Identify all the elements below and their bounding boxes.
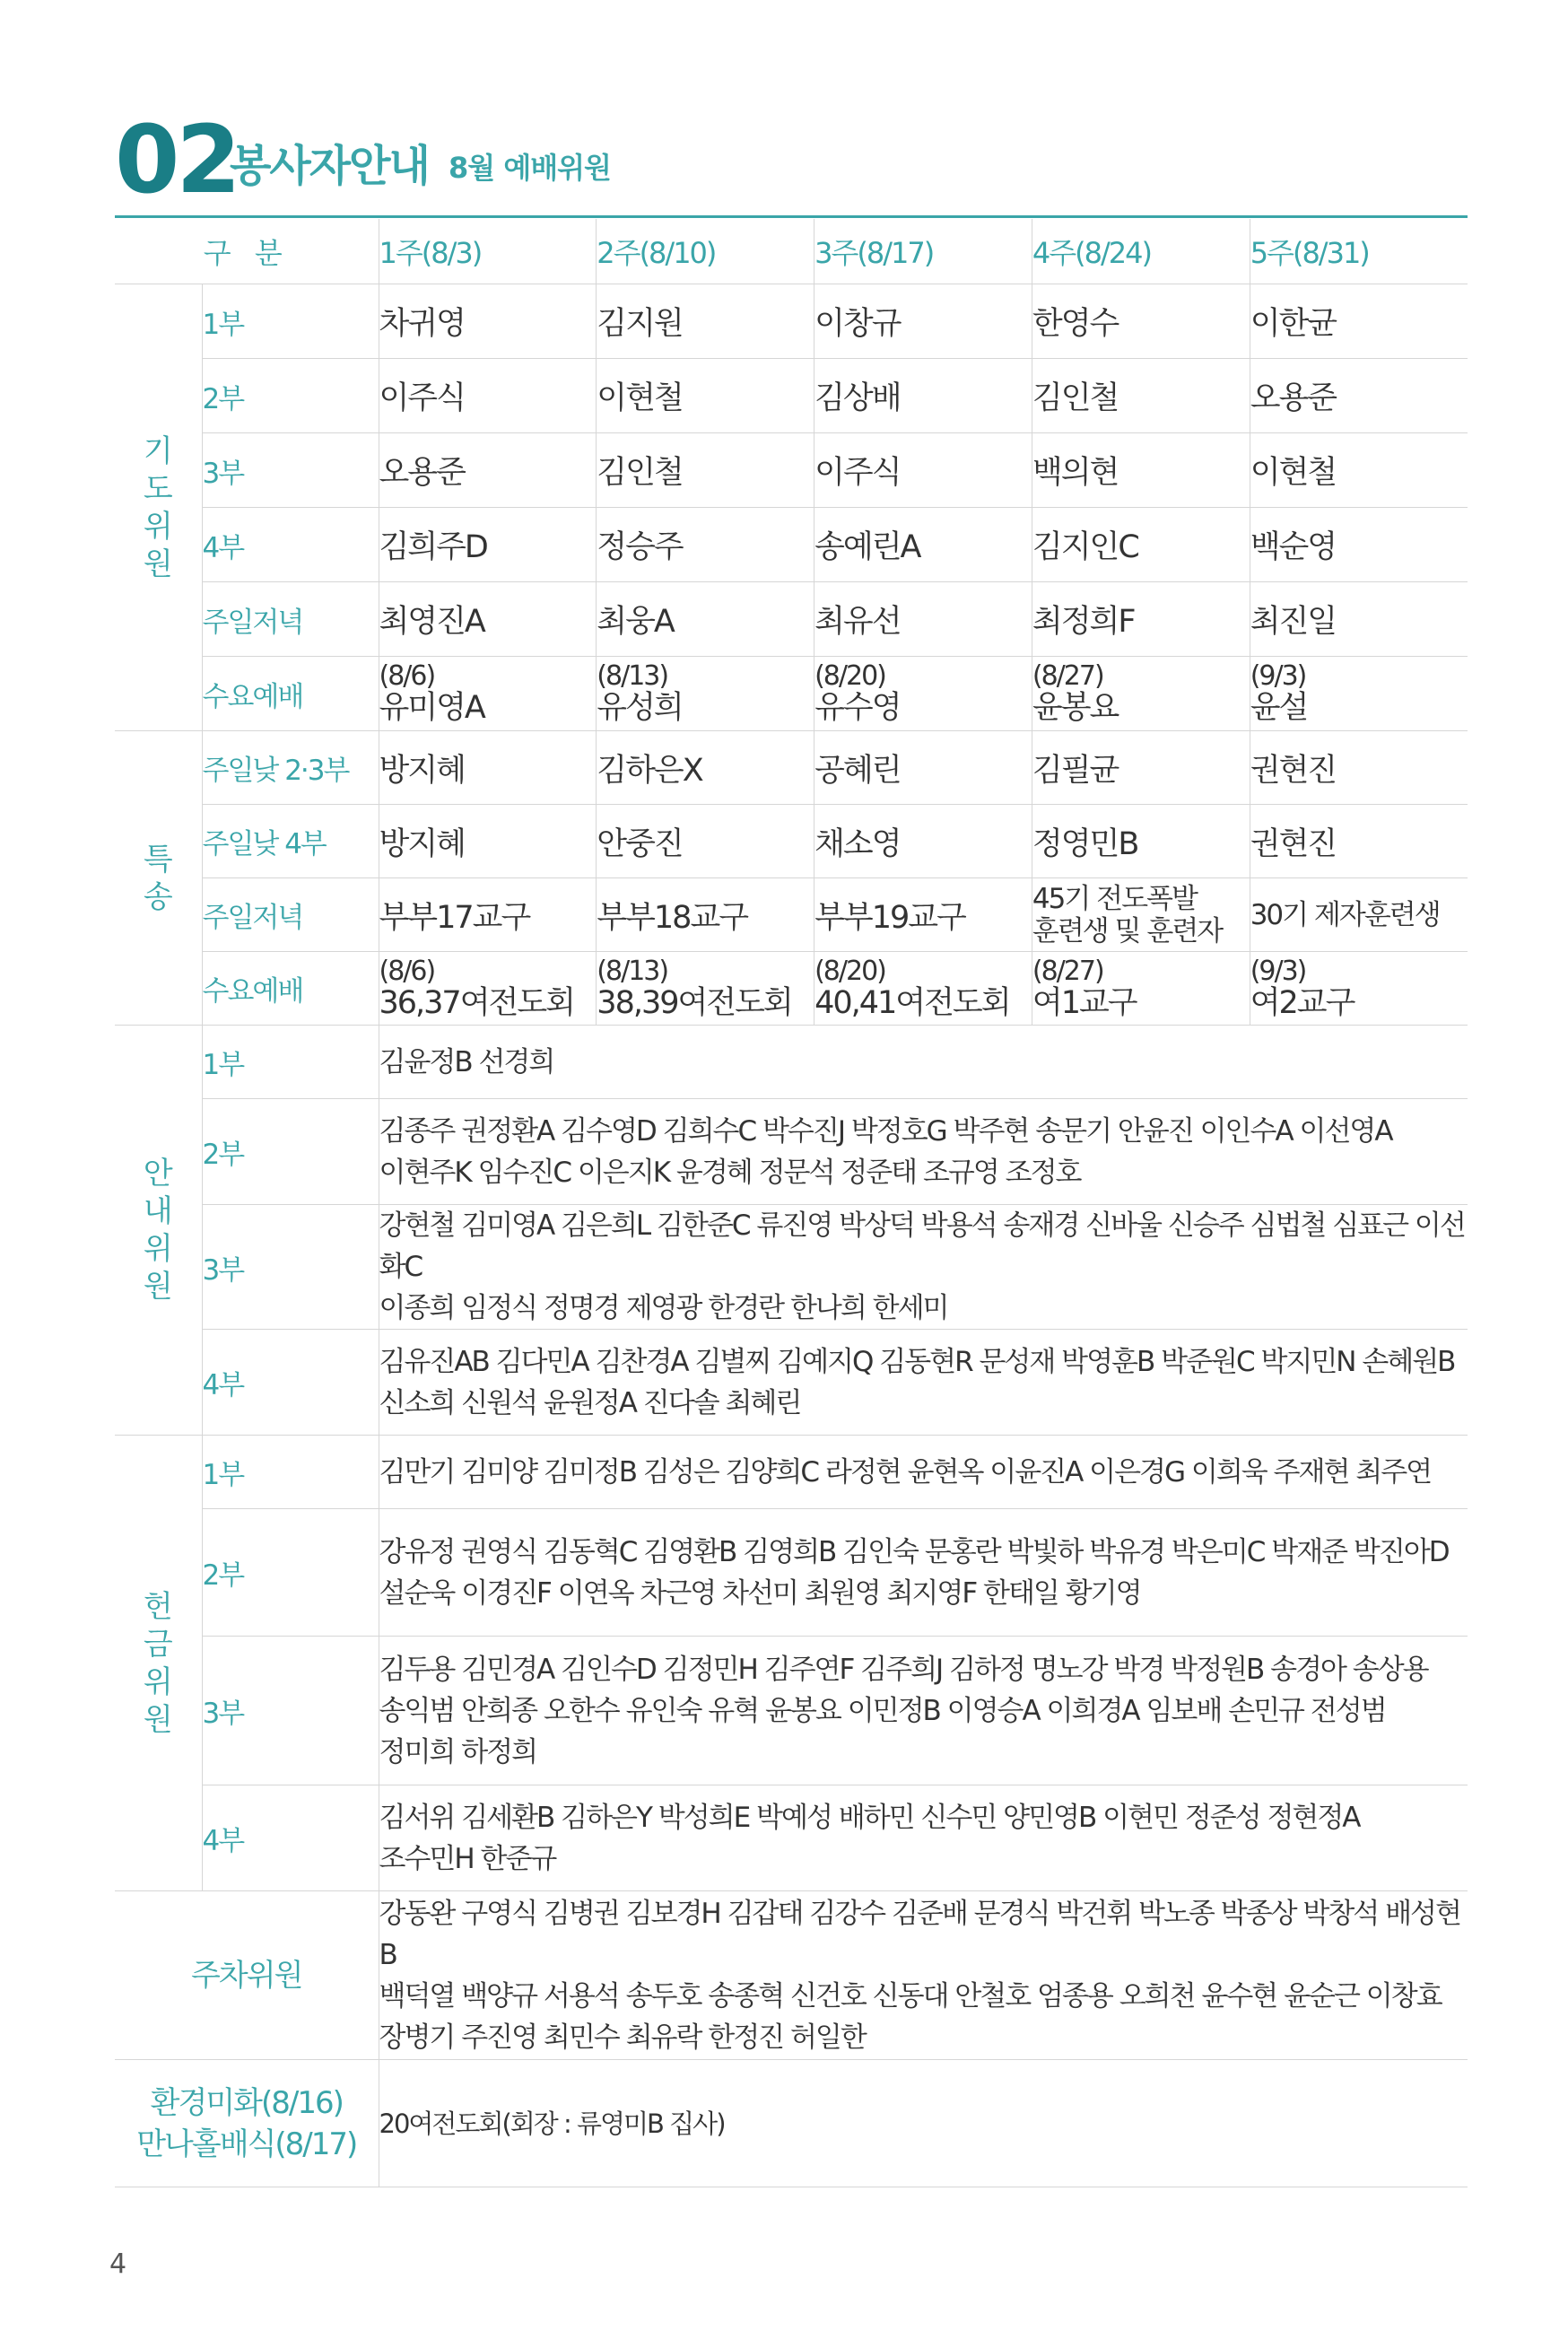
- schedule-cell: [814, 952, 1032, 1026]
- schedule-cell: [597, 582, 814, 657]
- table-row: [115, 657, 1468, 731]
- schedule-cell: [379, 359, 597, 433]
- table-row: [115, 1330, 1468, 1436]
- cell-name: 45기 전도폭발: [1032, 882, 1197, 915]
- cell-name: 최진일: [1250, 604, 1337, 640]
- name-list: [379, 1637, 1468, 1785]
- schedule-cell: [814, 433, 1032, 508]
- cell-name: 유미영A: [379, 690, 484, 726]
- schedule-cell: [1032, 805, 1250, 878]
- table-row: [115, 1205, 1468, 1330]
- name-line: 강동완 구영식 김병권 김보경H 김갑태 김강수 김준배 문경식 박건휘 박노종 박종상 박창석 배성현B: [379, 1897, 1460, 1971]
- schedule-cell: [814, 359, 1032, 433]
- cell-name: 부부17교구: [379, 899, 530, 936]
- environment-text: 20여전도회(회장 : 류영미B 집사): [379, 2060, 1468, 2187]
- name-line: 이현주K 임수진C 이은지K 윤경혜 정문석 정준태 조규영 조정호: [379, 1156, 1081, 1189]
- schedule-cell: [814, 805, 1032, 878]
- schedule-cell: [1032, 657, 1250, 731]
- group-label-special: [115, 731, 202, 1026]
- group-label-text: 안내위원: [143, 1156, 173, 1305]
- table-row: [115, 582, 1468, 657]
- schedule-cell: [1032, 284, 1250, 359]
- group-label-text: 특송: [143, 841, 173, 915]
- row-label: 2부: [202, 1509, 379, 1637]
- cell-name: 김지인C: [1032, 529, 1138, 565]
- schedule-cell: [1250, 731, 1468, 805]
- schedule-cell: [814, 657, 1032, 731]
- name-line: 김두용 김민경A 김인수D 김정민H 김주연F 김주희J 김하정 명노강 박경 박정원B 송경아 송상용: [379, 1653, 1428, 1686]
- schedule-cell: [597, 433, 814, 508]
- schedule-cell: [597, 952, 814, 1026]
- cell-name: 여2교구: [1250, 984, 1355, 1021]
- cell-name: 차귀영: [379, 306, 465, 342]
- header-week-5: 5주(8/31): [1250, 219, 1468, 284]
- name-line: 김서위 김세환B 김하은Y 박성희E 박예성 배하민 신수민 양민영B 이현민 정준성 정현정A: [379, 1801, 1360, 1834]
- table-row: [115, 731, 1468, 805]
- schedule-cell: [1250, 508, 1468, 582]
- name-line: 이종희 임정식 정명경 제영광 한경란 한나희 한세미: [379, 1292, 948, 1324]
- name-line: 신소희 신원석 윤원정A 진다솔 최혜린: [379, 1386, 801, 1419]
- page-number: 4: [109, 2248, 127, 2280]
- cell-name: 부부18교구: [597, 899, 748, 936]
- cell-name: 부부19교구: [814, 899, 965, 936]
- section-title: 봉사자안내: [230, 141, 429, 191]
- cell-name: 김희주D: [379, 529, 487, 565]
- cell-name: 40,41여전도회: [814, 984, 1010, 1021]
- cell-name: 안중진: [597, 825, 683, 862]
- name-list: [379, 1785, 1468, 1891]
- schedule-cell: [1032, 508, 1250, 582]
- row-label: 4부: [202, 1785, 379, 1891]
- cell-date: (8/20): [814, 660, 885, 692]
- schedule-cell: [1032, 359, 1250, 433]
- cell-name: 권현진: [1250, 825, 1337, 862]
- table-row: [115, 433, 1468, 508]
- name-line: 조수민H 한준규: [379, 1842, 556, 1875]
- group-label-usher: [115, 1026, 202, 1436]
- cell-name: 유수영: [814, 690, 901, 726]
- environment-label: [115, 2060, 379, 2187]
- cell-name: 백순영: [1250, 529, 1337, 565]
- schedule-cell: [1032, 878, 1250, 952]
- schedule-cell: [1250, 952, 1468, 1026]
- group-label-prayer: [115, 284, 202, 731]
- environment-label-2: 만나홀배식(8/17): [136, 2126, 357, 2162]
- row-label: 수요예배: [202, 657, 379, 731]
- cell-name: 이한균: [1250, 306, 1337, 342]
- cell-date: (8/13): [597, 660, 668, 692]
- table-header-row: [115, 219, 1468, 284]
- cell-name: 38,39여전도회: [597, 984, 792, 1021]
- schedule-cell: [1250, 433, 1468, 508]
- cell-date: (9/3): [1250, 955, 1306, 987]
- name-list: [379, 1436, 1468, 1509]
- schedule-cell: [379, 582, 597, 657]
- name-line: 김종주 권정환A 김수영D 김희수C 박수진J 박정호G 박주현 송문기 안윤진 이인수A 이선영A: [379, 1114, 1392, 1148]
- name-line: 정미희 하정희: [379, 1735, 537, 1768]
- schedule-cell: [814, 284, 1032, 359]
- schedule-cell: [814, 582, 1032, 657]
- schedule-cell: [814, 878, 1032, 952]
- schedule-cell: [1032, 731, 1250, 805]
- row-label: 주일낮 2·3부: [202, 731, 379, 805]
- cell-name: 30기 제자훈련생: [1250, 898, 1440, 931]
- environment-label-1: 환경미화(8/16): [150, 2084, 343, 2121]
- name-line: 김만기 김미양 김미정B 김성은 김양희C 라정현 윤현옥 이윤진A 이은경G 이희욱 주재현 최주연: [379, 1455, 1432, 1489]
- schedule-cell: [1032, 952, 1250, 1026]
- table-row: [115, 805, 1468, 878]
- schedule-cell: [1250, 359, 1468, 433]
- schedule-cell: [1250, 284, 1468, 359]
- schedule-cell: [597, 359, 814, 433]
- name-line: 강현철 김미영A 김은희L 김한준C 류진영 박상덕 박용석 송재경 신바울 신승주 심법철 심표근 이선화C: [379, 1209, 1465, 1283]
- name-line: 장병기 주진영 최민수 최유락 한정진 허일한: [379, 2021, 866, 2054]
- header-rule: [115, 215, 1468, 218]
- header-week-3: 3주(8/17): [814, 219, 1032, 284]
- row-label: 2부: [202, 1099, 379, 1205]
- cell-name: 김인철: [597, 455, 683, 491]
- table-row: [115, 1099, 1468, 1205]
- cell-name: 최영진A: [379, 604, 484, 640]
- name-list: [379, 1205, 1468, 1330]
- schedule-cell: [379, 657, 597, 731]
- section-subtitle: 8월 예배위원: [449, 151, 611, 185]
- schedule-cell: [597, 284, 814, 359]
- row-label: 주일낮 4부: [202, 805, 379, 878]
- table-row: [115, 1637, 1468, 1785]
- cell-name: 김인철: [1032, 380, 1119, 416]
- cell-date: (8/20): [814, 955, 885, 987]
- row-label: 4부: [202, 1330, 379, 1436]
- header-week-2: 2주(8/10): [597, 219, 814, 284]
- cell-name: 최유선: [814, 604, 901, 640]
- group-label-text: 기도위원: [143, 432, 173, 582]
- cell-name: 한영수: [1032, 306, 1119, 342]
- cell-name: 김필균: [1032, 752, 1119, 789]
- cell-name: 이주식: [379, 380, 465, 416]
- schedule-cell: [379, 952, 597, 1026]
- cell-name: 오용준: [379, 455, 465, 491]
- schedule-cell: [814, 508, 1032, 582]
- name-list: [379, 1099, 1468, 1205]
- cell-date: (9/3): [1250, 660, 1306, 692]
- table-row: [115, 1509, 1468, 1637]
- cell-date: (8/13): [597, 955, 668, 987]
- group-label-text: 헌금위원: [143, 1588, 173, 1738]
- cell-name: 유성희: [597, 690, 683, 726]
- cell-name: 이주식: [814, 455, 901, 491]
- cell-date: (8/6): [379, 955, 435, 987]
- schedule-cell: [1250, 657, 1468, 731]
- name-line: 김유진AB 김다민A 김찬경A 김별찌 김예지Q 김동현R 문성재 박영훈B 박준원C 박지민N 손혜원B: [379, 1345, 1455, 1378]
- name-line: 설순욱 이경진F 이연옥 차근영 차선미 최원영 최지영F 한태일 황기영: [379, 1576, 1141, 1610]
- schedule-cell: [597, 805, 814, 878]
- cell-name: 오용준: [1250, 380, 1337, 416]
- schedule-cell: [1032, 433, 1250, 508]
- cell-date: (8/6): [379, 660, 435, 692]
- table-row: [115, 1785, 1468, 1891]
- row-label: 주일저녁: [202, 582, 379, 657]
- row-label: 1부: [202, 1436, 379, 1509]
- name-line: 송익범 안희종 오한수 유인숙 유혁 윤봉요 이민정B 이영승A 이희경A 임보배 손민규 전성범: [379, 1694, 1386, 1727]
- cell-name: 36,37여전도회: [379, 984, 574, 1021]
- cell-name: 윤봉요: [1032, 690, 1119, 726]
- cell-name: 이현철: [1250, 455, 1337, 491]
- header-gubun: 구 분: [115, 219, 379, 284]
- schedule-cell: [597, 657, 814, 731]
- name-list: [379, 1026, 1468, 1099]
- cell-name: 정승주: [597, 529, 683, 565]
- cell-name: 공혜린: [814, 752, 901, 789]
- header-week-1: 1주(8/3): [379, 219, 597, 284]
- schedule-cell: [814, 731, 1032, 805]
- schedule-cell: [1250, 805, 1468, 878]
- row-label: 1부: [202, 284, 379, 359]
- name-line: 강유정 권영식 김동혁C 김영환B 김영희B 김인숙 문홍란 박빛하 박유경 박은미C 박재준 박진아D: [379, 1535, 1449, 1568]
- schedule-cell: [597, 508, 814, 582]
- table-row: [115, 952, 1468, 1026]
- table-row-environment: [115, 2060, 1468, 2187]
- name-line: 백덕열 백양규 서용석 송두호 송종혁 신건호 신동대 안철호 엄종용 오희천 윤수현 윤순근 이창효: [379, 1979, 1442, 2012]
- parking-label: 주차위원: [115, 1891, 379, 2060]
- cell-name: 방지혜: [379, 825, 465, 862]
- table-row: [115, 1026, 1468, 1099]
- row-label: 4부: [202, 508, 379, 582]
- parking-names: [379, 1891, 1468, 2060]
- table-row: [115, 1436, 1468, 1509]
- schedule-cell: [379, 433, 597, 508]
- cell-name: 김지원: [597, 306, 683, 342]
- schedule-cell: [1250, 878, 1468, 952]
- cell-name: 김상배: [814, 380, 901, 416]
- table-row: [115, 359, 1468, 433]
- cell-name: 채소영: [814, 825, 901, 862]
- row-label: 주일저녁: [202, 878, 379, 952]
- row-label: 3부: [202, 1205, 379, 1330]
- cell-name: 권현진: [1250, 752, 1337, 789]
- schedule-cell: [379, 284, 597, 359]
- name-list: [379, 1330, 1468, 1436]
- cell-name: 이현철: [597, 380, 683, 416]
- cell-name: 백의현: [1032, 455, 1119, 491]
- cell-name: 최정희F: [1032, 604, 1135, 640]
- row-label: 3부: [202, 1637, 379, 1785]
- cell-name: 김하은X: [597, 752, 702, 789]
- row-label: 1부: [202, 1026, 379, 1099]
- group-label-offering: [115, 1436, 202, 1891]
- volunteer-table: [115, 219, 1468, 2187]
- schedule-cell: [379, 878, 597, 952]
- cell-name: 송예린A: [814, 529, 920, 565]
- table-row: [115, 878, 1468, 952]
- cell-name: 윤설: [1250, 690, 1308, 726]
- name-line: 김윤정B 선경희: [379, 1045, 554, 1078]
- cell-date: (8/27): [1032, 660, 1103, 692]
- section-number: 02: [115, 105, 238, 214]
- schedule-cell: [1250, 582, 1468, 657]
- schedule-cell: [379, 805, 597, 878]
- cell-date: (8/27): [1032, 955, 1103, 987]
- schedule-cell: [597, 878, 814, 952]
- schedule-cell: [379, 731, 597, 805]
- cell-name: 정영민B: [1032, 825, 1138, 862]
- schedule-cell: [597, 731, 814, 805]
- row-label: 3부: [202, 433, 379, 508]
- cell-name: 여1교구: [1032, 984, 1137, 1021]
- cell-name: 최웅A: [597, 604, 674, 640]
- name-list: [379, 1509, 1468, 1637]
- row-label: 수요예배: [202, 952, 379, 1026]
- table-row: [115, 284, 1468, 359]
- table-row: [115, 508, 1468, 582]
- schedule-cell: [1032, 582, 1250, 657]
- row-label: 2부: [202, 359, 379, 433]
- cell-name: 방지혜: [379, 752, 465, 789]
- cell-name: 이창규: [814, 306, 901, 342]
- schedule-cell: [379, 508, 597, 582]
- table-row-parking: [115, 1891, 1468, 2060]
- header-week-4: 4주(8/24): [1032, 219, 1250, 284]
- cell-name-line2: 훈련생 및 훈련자: [1032, 914, 1223, 947]
